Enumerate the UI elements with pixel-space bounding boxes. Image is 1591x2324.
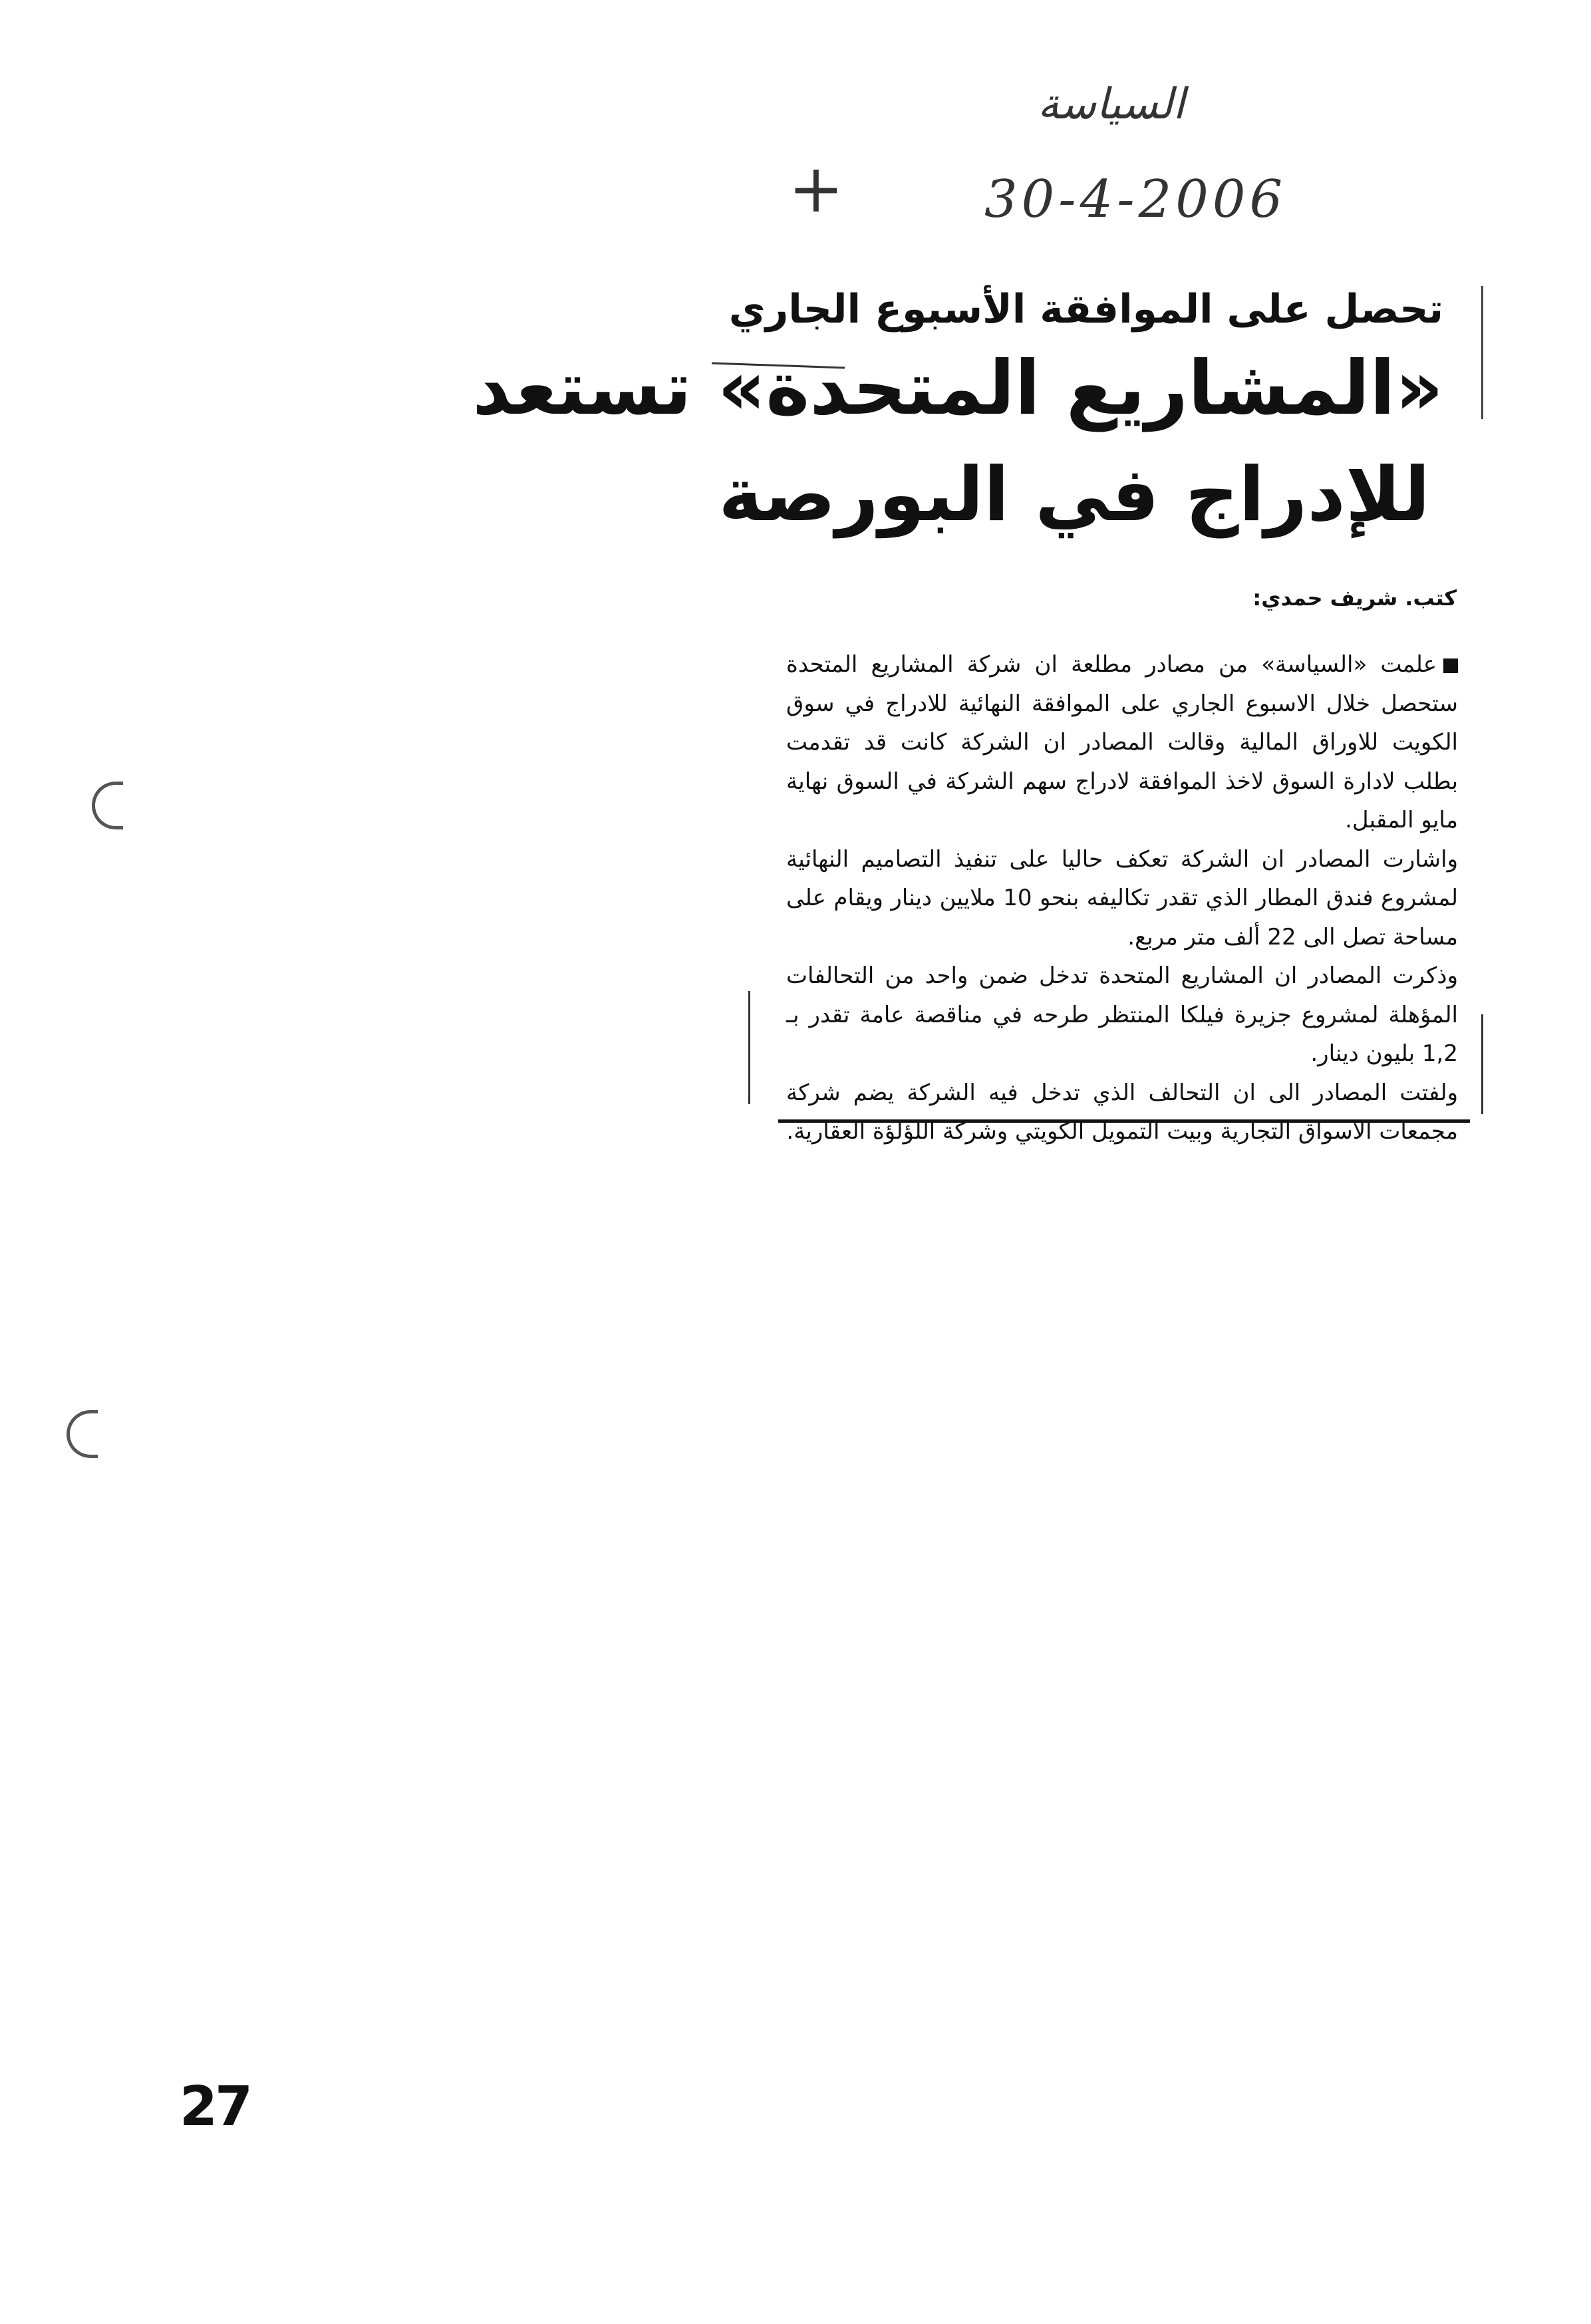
page-number: 27 [180, 2075, 251, 2138]
handwritten-source: السياسة [1038, 80, 1185, 129]
article-headline-line-2: للإدراج في البورصة [718, 452, 1430, 538]
handwritten-plus-mark: + [788, 150, 844, 227]
article-paragraph: واشارت المصادر ان الشركة تعكف حاليا على تنفيذ التصاميم النهائية لمشروع فندق المطار الذي تقدر تكاليفه بنحو 10 ملايين دينار ويقام على مساحة تصل الى 22 ألف متر مربع. [786, 845, 1458, 950]
article-body [786, 645, 1458, 1151]
article-paragraph: علمت «السياسة» من مصادر مطلعة ان شركة المشاريع المتحدة ستحصل خلال الاسبوع الجاري على الموافقة النهائية للادراج في سوق الكويت للاوراق المالية وقالت المصادر ان الشركة كانت قد تقدمت بطلب لادارة السوق لاخذ الموافقة لادراج سهم الشركة في السوق نهاية مايو المقبل. [786, 651, 1458, 833]
clip-bracket-left [748, 991, 757, 1104]
article-paragraph: وذكرت المصادر ان المشاريع المتحدة تدخل ضمن واحد من التحالفات المؤهلة لمشروع جزيرة فيلكا المنتظر طرحه في مناقصة عامة تقدر بـ 1,2 بليون دينار. [786, 962, 1458, 1067]
clip-bracket-right [1475, 1014, 1483, 1114]
handwritten-date: 30-4-2006 [984, 170, 1287, 229]
article-byline: كتب. شريف حمدي: [1252, 585, 1457, 611]
newspaper-clipping [472, 286, 1483, 1145]
punch-hole-top [92, 782, 123, 829]
article-headline-line-1: «المشاريع المتحدة» تستعد [472, 345, 1443, 432]
clip-edge-mark [1461, 286, 1483, 419]
article-bottom-rule [778, 1119, 1470, 1123]
square-bullet-icon [1443, 658, 1458, 673]
article-paragraph: ولفتت المصادر الى ان التحالف الذي تدخل فيه الشركة يضم شركة مجمعات الاسواق التجارية وبيت التمويل الكويتي وشركة اللؤلؤة العقارية. [786, 1079, 1458, 1145]
punch-hole-bottom [67, 1410, 98, 1458]
article-kicker: تحصل على الموافقة الأسبوع الجاري [728, 286, 1443, 333]
